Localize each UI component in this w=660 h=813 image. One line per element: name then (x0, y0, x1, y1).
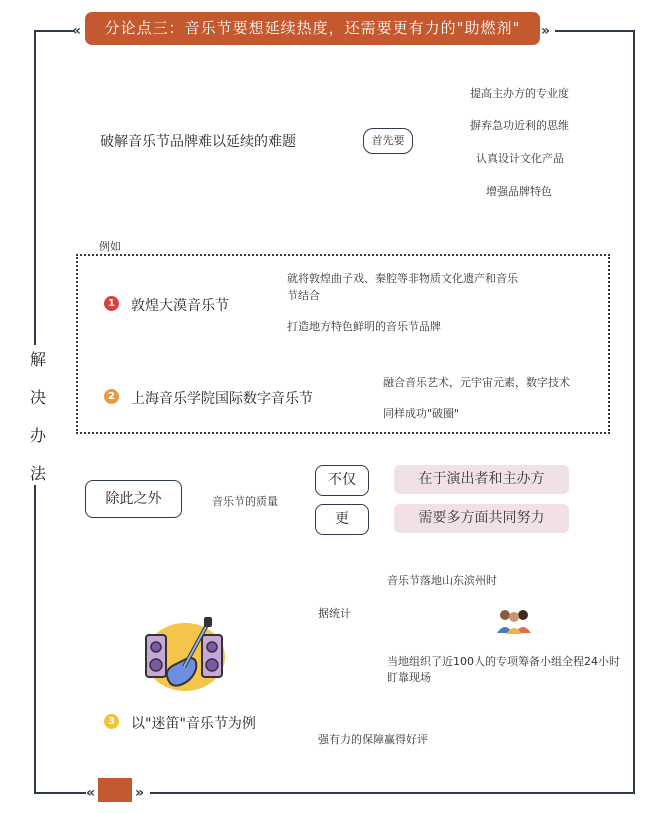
section1-point: 认真设计文化产品 (476, 152, 564, 165)
besides-subject: 音乐节的质量 (212, 495, 278, 508)
case3-title: 以"迷笛"音乐节为例 (131, 716, 256, 732)
section1-main: 破解音乐节品牌难以延续的难题 (100, 134, 296, 150)
case3-event: 音乐节落地山东滨州时 (387, 574, 497, 587)
example2-line2: 同样成功"破圈" (383, 407, 460, 420)
side-label-char: 法 (29, 464, 46, 483)
example1-line2: 节结合 (287, 289, 320, 302)
besides-key: 不仅 (315, 465, 369, 496)
frame-left-line (34, 30, 36, 345)
section1-point: 增强品牌特色 (486, 185, 552, 198)
frame-top-line-right (555, 30, 635, 32)
frame-bottom-line-left (34, 792, 86, 794)
chevron-bottom-right-icon: » (135, 785, 145, 801)
case3-stat-label: 据统计 (318, 607, 351, 620)
besides-key: 更 (315, 504, 369, 535)
frame-top-line-left (34, 30, 74, 32)
page-title: 分论点三：音乐节要想延续热度，还需要更有力的"助燃剂" (85, 12, 540, 45)
section1-point: 提高主办方的专业度 (470, 87, 569, 100)
frame-bottom-line-right (150, 792, 635, 794)
case3-number: 3 (104, 714, 119, 729)
case3-result: 强有力的保障赢得好评 (318, 733, 428, 746)
frame-left-line-bottom (34, 485, 36, 793)
example1-number: 1 (104, 296, 119, 311)
examples-label: 例如 (99, 240, 121, 253)
side-label-char: 决 (29, 388, 46, 407)
frame-right-line (633, 30, 635, 793)
example2-name: 上海音乐学院国际数字音乐节 (131, 391, 313, 407)
example1-name: 敦煌大漠音乐节 (131, 298, 229, 314)
besides-value: 在于演出者和主办方 (394, 465, 569, 494)
side-label-char: 办 (29, 426, 46, 445)
besides-value: 需要多方面共同努力 (394, 504, 569, 533)
side-label-char: 解 (29, 350, 46, 369)
example1-line1: 就将敦煌曲子戏、秦腔等非物质文化遗产和音乐 (287, 272, 518, 285)
section1-connector: 首先要 (363, 128, 413, 154)
example1-line3: 打造地方特色鲜明的音乐节品牌 (287, 320, 441, 333)
chevron-right-icon: » (541, 23, 551, 39)
section1-point: 摒弃急功近利的思维 (470, 119, 569, 132)
people-icon (495, 607, 533, 635)
besides-label: 除此之外 (85, 480, 182, 518)
chevron-left-icon: « (72, 23, 82, 39)
bottom-accent-block (98, 778, 132, 802)
chevron-bottom-left-icon: « (86, 785, 96, 801)
guitar-illustration (140, 615, 230, 695)
example2-line1: 融合音乐艺术，元宇宙元素，数字技术 (383, 376, 570, 389)
example2-number: 2 (104, 389, 119, 404)
case3-detail-line1: 当地组织了近100人的专项筹备小组全程24小时 (387, 655, 620, 668)
case3-detail-line2: 盯靠现场 (387, 671, 431, 684)
